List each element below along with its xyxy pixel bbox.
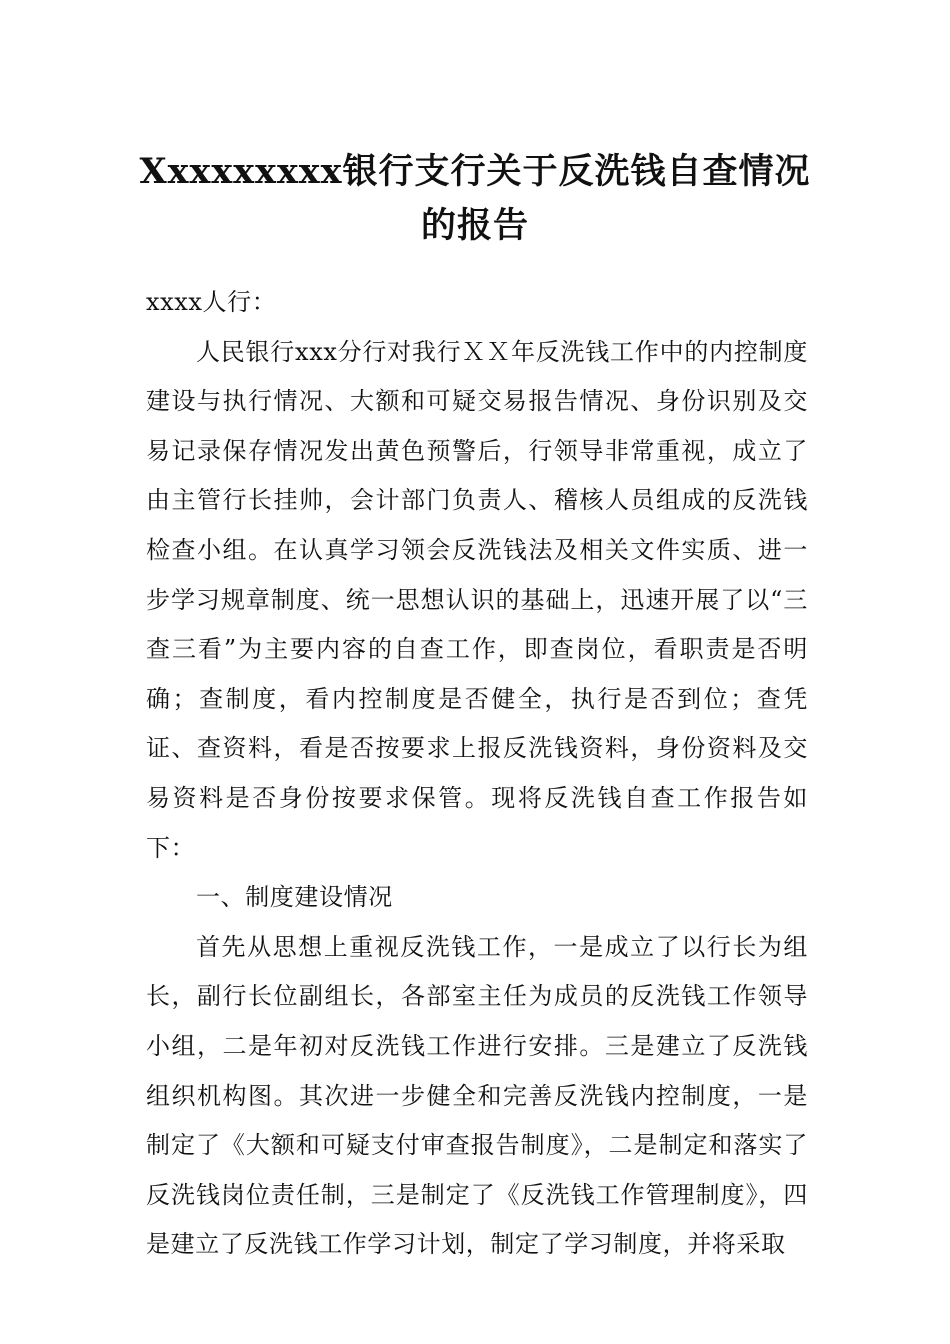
section-heading-1: 一、制度建设情况 (196, 883, 393, 912)
document-title (100, 145, 850, 253)
salutation: xxxx人行： (146, 288, 277, 316)
paragraph-section-1: 首先从思想上重视反洗钱工作，一是成立了以行长为组长，副行长位副组长，各部室主任为成员的反洗钱工作领导小组，二是年初对反洗钱工作进行安排。三是建立了反洗钱组织机构图。其次进一步健全和完善反洗钱内控制度，一是制定了《大额和可疑支付审查报告制度》，二是制定和落实了反洗钱岗位责任制，三是制定了《反洗钱工作管理制度》，四是建立了反洗钱工作学习计划，制定了学习制度，并将采取 (146, 932, 808, 1259)
document-body (146, 278, 808, 1270)
title-line-2: 的报告 (420, 205, 529, 247)
title-line-1: Xxxxxxxxx银行支行关于反洗钱自查情况 (139, 151, 811, 193)
paragraph-intro: 人民银行xxx分行对我行ＸＸ年反洗钱工作中的内控制度建设与执行情况、大额和可疑交易报告情况、身份识别及交易记录保存情况发出黄色预警后，行领导非常重视，成立了由主管行长挂帅，会计部门负责人、稽核人员组成的反洗钱检查小组。在认真学习领会反洗钱法及相关文件实质、进一步学习规章制度、统一思想认识的基础上，迅速开展了以“三查三看”为主要内容的自查工作，即查岗位，看职责是否明确；查制度，看内控制度是否健全，执行是否到位；查凭证、查资料，看是否按要求上报反洗钱资料，身份资料及交易资料是否身份按要求保管。现将反洗钱自查工作报告如下： (146, 337, 808, 862)
